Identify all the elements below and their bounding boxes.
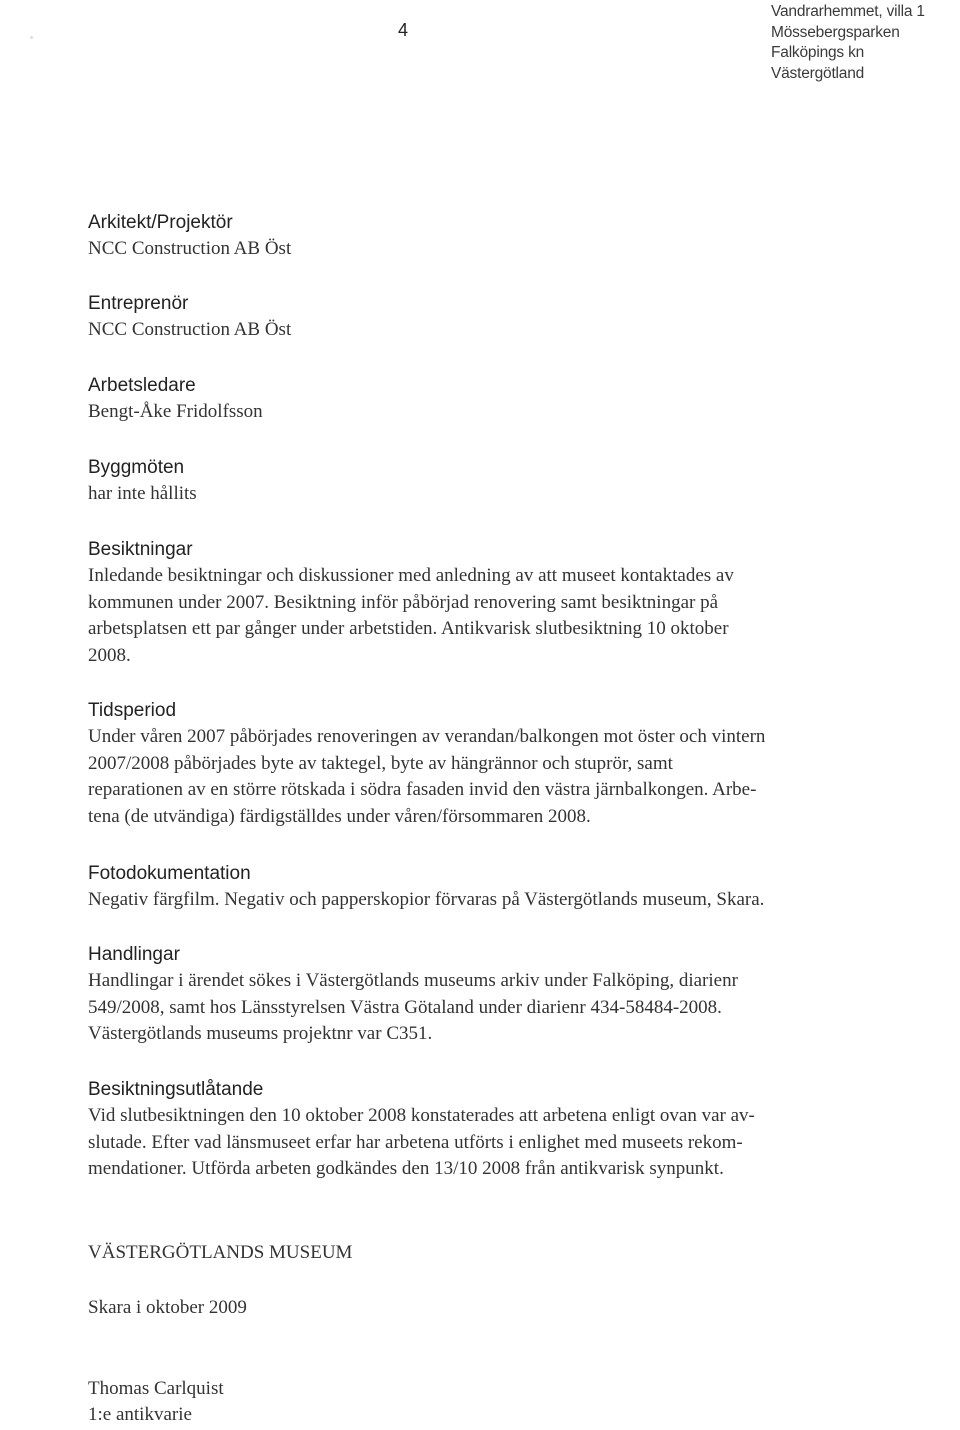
- section-value-arkitekt: NCC Construction AB Öst: [88, 238, 292, 259]
- section-body-besiktningar: [88, 563, 908, 669]
- body-line: slutade. Efter vad länsmuseet erfar har arbetena utförts i enlighet med museets rekom-: [88, 1131, 743, 1153]
- section-handlingar: [88, 942, 908, 1048]
- signature-name: Thomas Carlquist: [88, 1378, 224, 1399]
- section-fotodokumentation: [88, 861, 908, 914]
- body-line: Handlingar i ärendet sökes i Västergötlands museums arkiv under Falköping, diarienr: [88, 970, 738, 991]
- section-value-arbetsledare: Bengt-Åke Fridolfsson: [88, 401, 263, 422]
- body-line: Vid slutbesiktningen den 10 oktober 2008 konstaterades att arbetena enligt ovan var av-: [88, 1105, 755, 1126]
- section-entreprenor: [88, 291, 908, 343]
- section-heading-byggmoten: Byggmöten: [88, 457, 185, 478]
- section-arkitekt: [88, 210, 908, 262]
- section-heading-besiktningar: Besiktningar: [88, 539, 193, 560]
- section-besiktningar: [88, 537, 908, 669]
- body-line: arbetsplatsen ett par gånger under arbetstiden. Antikvarisk slutbesiktning 10 oktober: [88, 618, 729, 639]
- header-line-municipality: Falköpings kn: [771, 44, 865, 61]
- header-line-object: Vandrarhemmet, villa 1: [771, 3, 925, 20]
- section-value-entreprenor: NCC Construction AB Öst: [88, 319, 292, 340]
- signature-place-date: Skara i oktober 2009: [88, 1297, 247, 1318]
- section-tidsperiod: [88, 698, 908, 830]
- section-heading-tidsperiod: Tidsperiod: [88, 700, 177, 721]
- signature-organization-block: [88, 1240, 908, 1266]
- signature-title: 1:e antikvarie: [88, 1404, 192, 1425]
- section-body-handlingar: [88, 968, 908, 1048]
- body-line: 2007/2008 påbörjades byte av taktegel, byte av hängrännor och stuprör, samt: [88, 752, 673, 774]
- section-body-fotodokumentation: [88, 887, 908, 914]
- body-line: tena (de utvändiga) färdigställdes under våren/försommaren 2008.: [88, 805, 591, 827]
- section-heading-handlingar: Handlingar: [88, 944, 180, 965]
- section-heading-fotodokumentation: Fotodokumentation: [88, 863, 251, 884]
- section-body-tidsperiod: [88, 724, 908, 830]
- section-arbetsledare: [88, 373, 908, 425]
- section-value-byggmoten: har inte hållits: [88, 483, 197, 504]
- signature-place-date-block: [88, 1295, 908, 1321]
- body-line: Inledande besiktningar och diskussioner med anledning av att museet kontaktades av: [88, 565, 734, 586]
- signature-organization: VÄSTERGÖTLANDS MUSEUM: [88, 1242, 353, 1263]
- body-line: Negativ färgfilm. Negativ och papperskopior förvaras på Västergötlands museum, Skara.: [88, 889, 765, 910]
- body-line: Under våren 2007 påbörjades renoveringen av verandan/balkongen mot öster och vintern: [88, 726, 766, 747]
- body-line: 2008.: [88, 644, 131, 666]
- header-address-block: [771, 2, 956, 84]
- section-heading-arbetsledare: Arbetsledare: [88, 375, 196, 396]
- body-line: reparationen av en större rötskada i södra fasaden invid den västra järnbalkongen. Arbe-: [88, 779, 757, 800]
- body-line: Västergötlands museums projektnr var C351.: [88, 1023, 433, 1044]
- section-besiktningsutlatande: [88, 1077, 908, 1183]
- body-line: mendationer. Utförda arbeten godkändes den 13/10 2008 från antikvarisk synpunkt.: [88, 1158, 724, 1179]
- scan-speck: [30, 36, 33, 39]
- section-heading-arkitekt: Arkitekt/Projektör: [88, 212, 233, 233]
- section-heading-besiktningsutlatande: Besiktningsutlåtande: [88, 1079, 264, 1100]
- header-line-region: Västergötland: [771, 64, 865, 82]
- page-number: 4: [398, 20, 409, 40]
- body-line: 549/2008, samt hos Länsstyrelsen Västra Götaland under diarienr 434-58484-2008.: [88, 996, 722, 1018]
- section-byggmoten: [88, 455, 908, 507]
- section-heading-entreprenor: Entreprenör: [88, 293, 189, 314]
- header-line-park: Mössebergsparken: [771, 23, 900, 41]
- signature-person-block: [88, 1376, 908, 1428]
- section-body-besiktningsutlatande: [88, 1103, 908, 1183]
- body-line: kommunen under 2007. Besiktning inför påbörjad renovering samt besiktningar på: [88, 591, 719, 613]
